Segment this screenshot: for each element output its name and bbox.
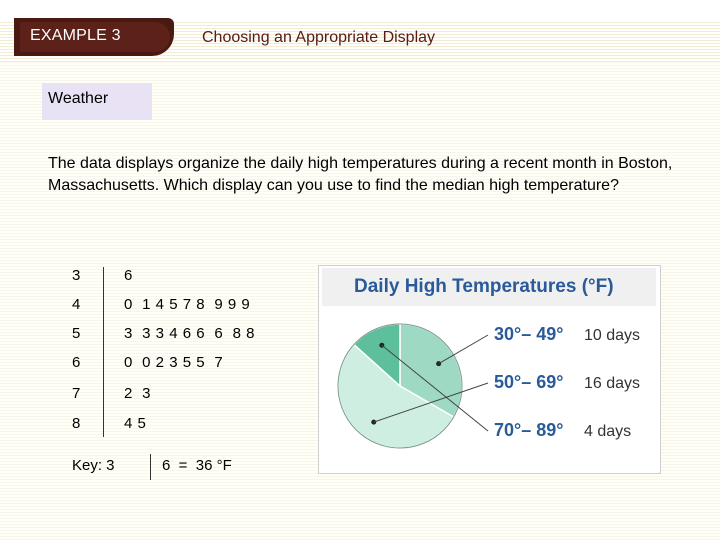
category-label: 30°– 49° bbox=[494, 324, 564, 344]
header bbox=[0, 0, 720, 62]
leaf-values: 4 5 bbox=[124, 415, 147, 432]
category-label: 70°– 89° bbox=[494, 420, 564, 440]
page-title: Choosing an Appropriate Display bbox=[202, 29, 436, 46]
leader-dot bbox=[436, 361, 441, 366]
stem-value: 7 bbox=[72, 385, 81, 402]
key-label: Key: 3 bbox=[72, 457, 115, 474]
stem-divider bbox=[103, 267, 104, 437]
problem-text: The data displays organize the daily high temperatures during a recent month in Boston, Massachusetts. Which display can you use to find the median high temperature? bbox=[48, 155, 673, 194]
stem-value: 4 bbox=[72, 296, 81, 313]
stem-value: 8 bbox=[72, 415, 81, 432]
stem-value: 6 bbox=[72, 354, 81, 371]
value-label: 16 days bbox=[584, 375, 641, 392]
leaf-values: 2 3 bbox=[124, 385, 152, 402]
leaf-values: 3 3 3 4 6 6 6 8 8 bbox=[124, 325, 255, 342]
leaf-values: 0 1 4 5 7 8 9 9 9 bbox=[124, 296, 251, 313]
stem-value: 3 bbox=[72, 267, 81, 284]
stem-value: 5 bbox=[72, 325, 81, 342]
category-label: 50°– 69° bbox=[494, 372, 564, 392]
value-label: 4 days bbox=[584, 423, 632, 440]
value-label: 10 days bbox=[584, 327, 641, 344]
key-text: 6 = 36 °F bbox=[162, 457, 232, 474]
topic-label: Weather bbox=[48, 90, 109, 107]
leaf-values: 0 0 2 3 5 5 7 bbox=[124, 354, 224, 371]
circle-graph bbox=[318, 306, 659, 472]
key-divider bbox=[150, 454, 151, 480]
chart-title: Daily High Temperatures (°F) bbox=[354, 276, 614, 297]
example-label: EXAMPLE 3 bbox=[30, 27, 121, 44]
leaf-values: 6 bbox=[124, 267, 133, 284]
